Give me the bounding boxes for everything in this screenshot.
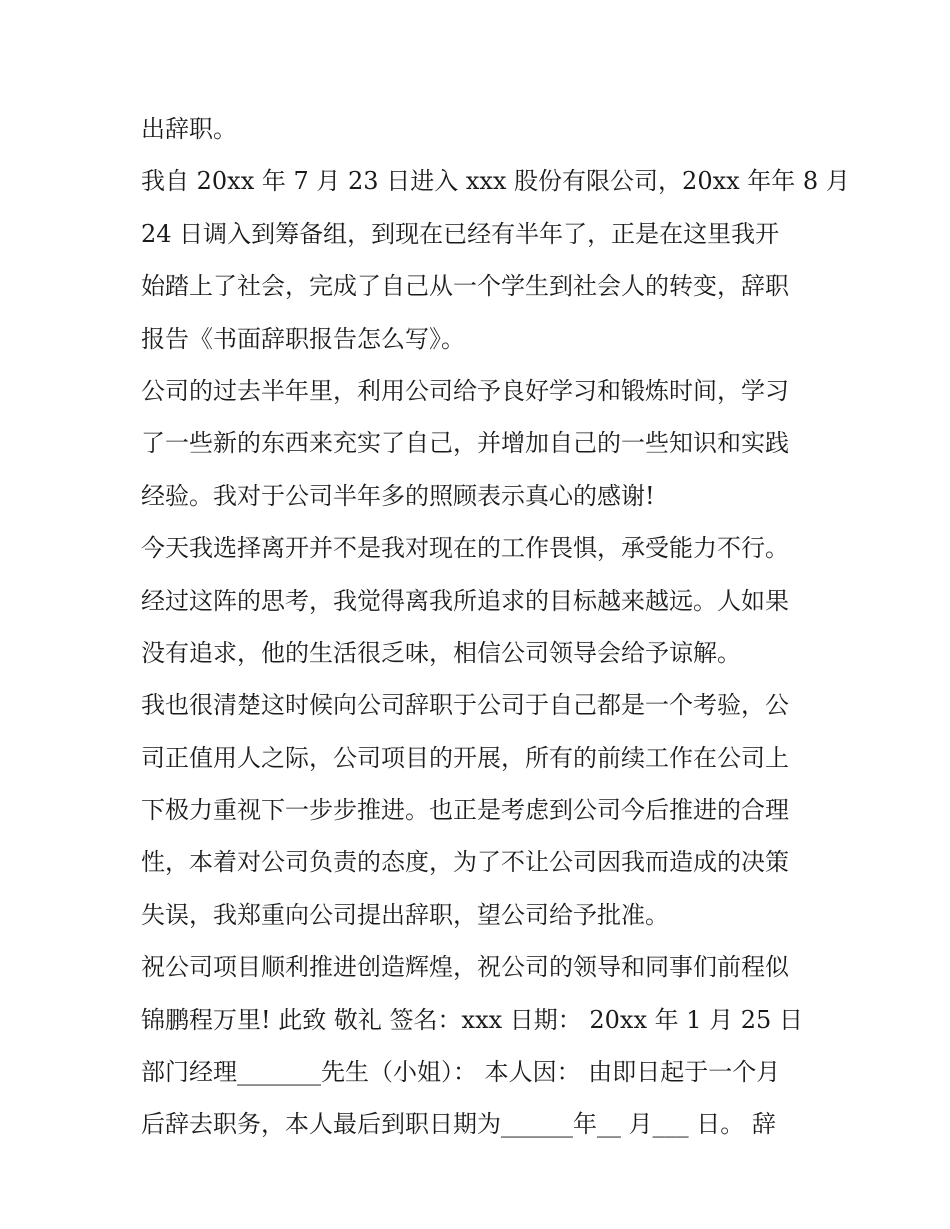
text-line-14: 下极力重视下一步步推进。也正是考虑到公司今后推进的合理 bbox=[141, 796, 789, 825]
text-line-10: 经过这阵的思考，我觉得离我所追求的目标越来越远。人如果 bbox=[141, 586, 789, 615]
text-line-3: 24 日调入到筹备组，到现在已经有半年了，正是在这里我开 bbox=[141, 219, 780, 248]
text-line-7: 了一些新的东西来充实了自己，并增加自己的一些知识和实践 bbox=[141, 429, 789, 458]
text-line-20: 后辞去职务，本人最后到职日期为______年__ 月___ 日。 辞 bbox=[141, 1110, 776, 1139]
text-line-1: 出辞职。 bbox=[141, 115, 237, 143]
text-line-12: 我也很清楚这时候向公司辞职于公司于自己都是一个考验，公 bbox=[141, 691, 789, 720]
text-line-4: 始踏上了社会，完成了自己从一个学生到社会人的转变，辞职 bbox=[141, 272, 789, 301]
text-line-11: 没有追求，他的生活很乏味，相信公司领导会给予谅解。 bbox=[141, 638, 741, 667]
text-line-6: 公司的过去半年里，利用公司给予良好学习和锻炼时间，学习 bbox=[141, 376, 789, 405]
letter-body bbox=[141, 103, 850, 1151]
text-line-15: 性，本着对公司负责的态度，为了不让公司因我而造成的决策 bbox=[141, 848, 789, 877]
text-line-16: 失误，我郑重向公司提出辞职，望公司给予批准。 bbox=[141, 900, 669, 929]
text-line-8: 经验。我对于公司半年多的照顾表示真心的感谢! bbox=[141, 481, 655, 510]
text-line-17: 祝公司项目顺利推进创造辉煌，祝公司的领导和同事们前程似 bbox=[141, 953, 789, 982]
text-line-5: 报告《书面辞职报告怎么写》。 bbox=[141, 324, 465, 353]
text-line-9: 今天我选择离开并不是我对现在的工作畏惧，承受能力不行。 bbox=[141, 534, 789, 563]
text-line-2: 我自 20xx 年 7 月 23 日进入 xxx 股份有限公司，20xx 年年 8 月 bbox=[141, 167, 850, 196]
text-line-19: 部门经理_______先生（小姐）： 本人因： 由即日起于一个月 bbox=[141, 1058, 781, 1087]
text-line-13: 司正值用人之际，公司项目的开展，所有的前续工作在公司上 bbox=[141, 743, 789, 772]
text-line-18: 锦鹏程万里! 此致 敬礼 签名：xxx 日期： 20xx 年 1 月 25 日 bbox=[141, 1005, 803, 1034]
